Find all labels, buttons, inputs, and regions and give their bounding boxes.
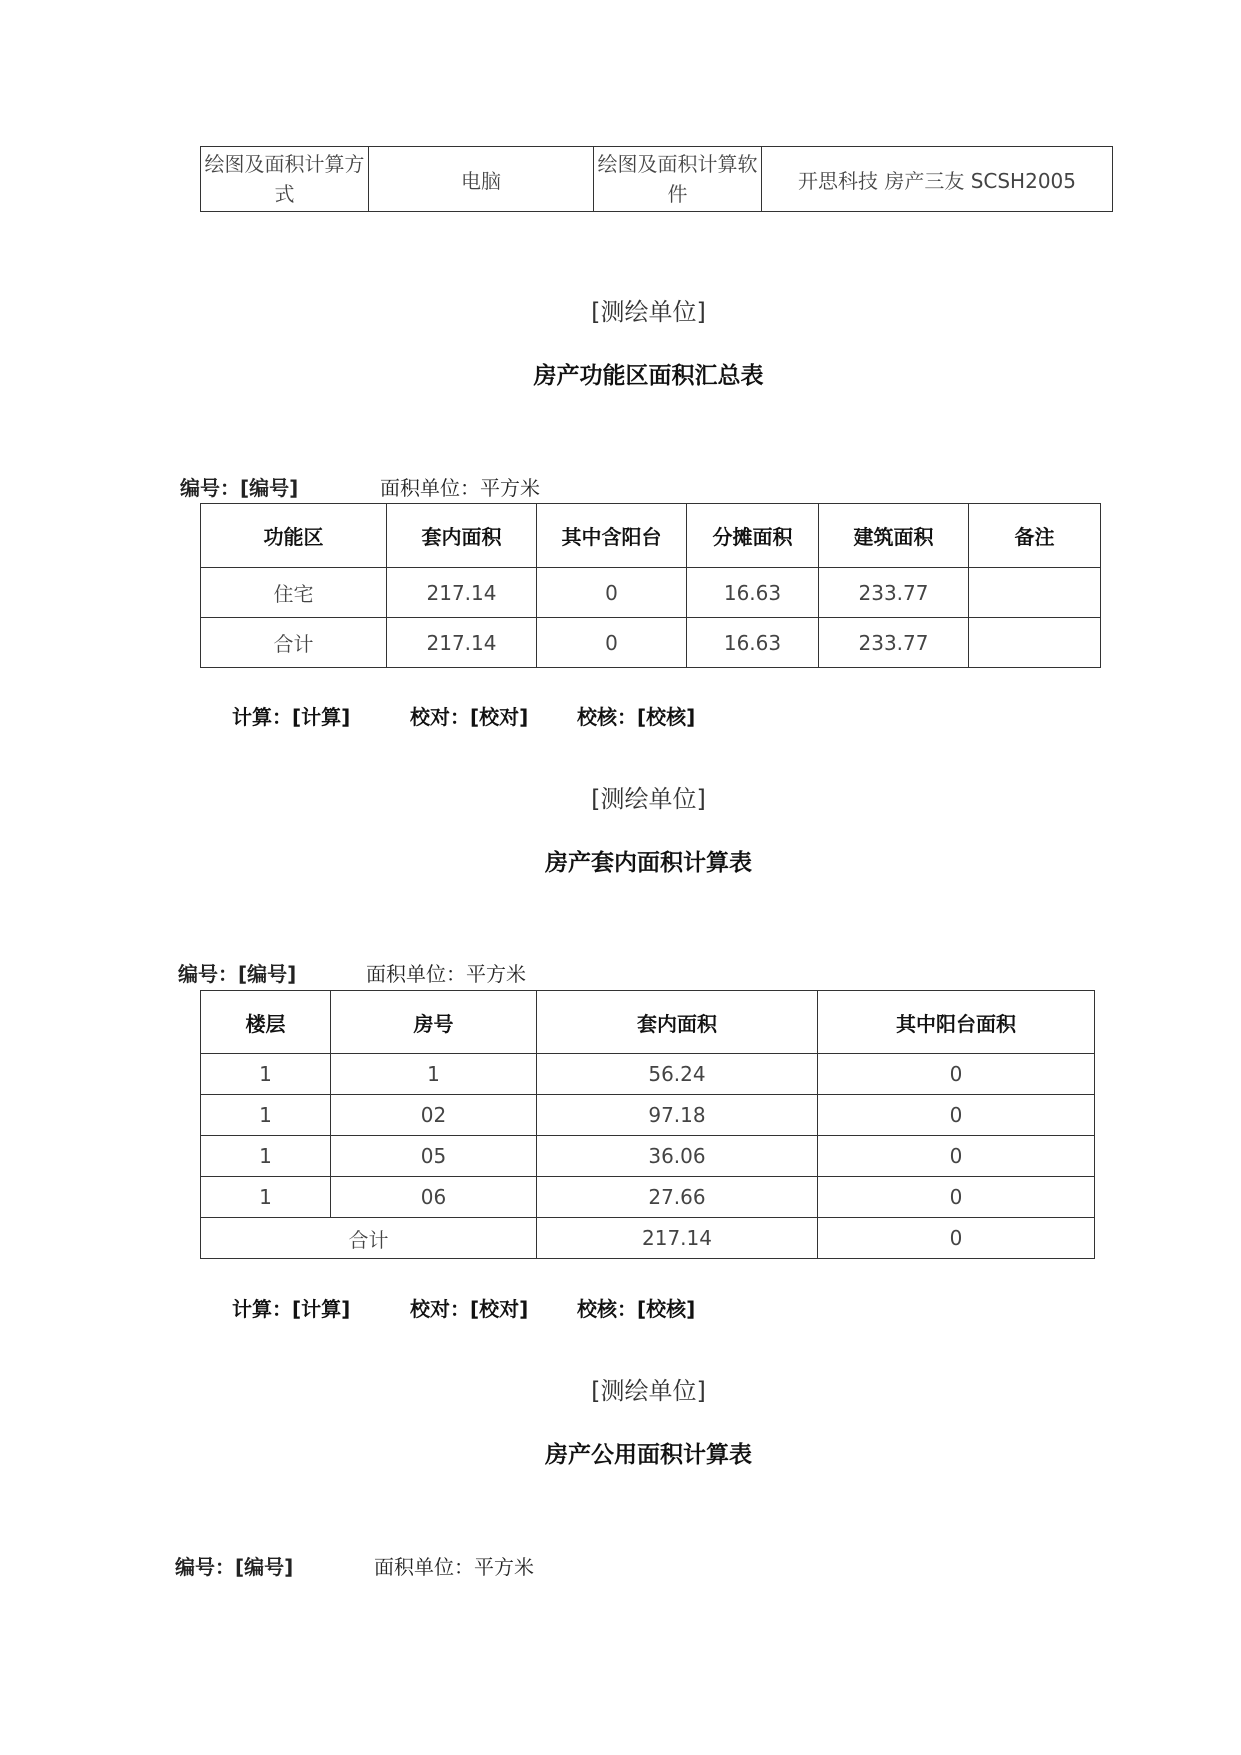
document-number [178,958,296,987]
table-cell: 217.14 [537,1218,818,1259]
document-number [175,1551,293,1580]
table-header-row [201,504,1101,568]
column-header: 其中阳台面积 [818,991,1095,1054]
table-cell: 233.77 [819,618,969,668]
table-cell: 绘图及面积计算方式 [201,147,369,212]
table-cell: 绘图及面积计算软件 [594,147,762,212]
table-cell: 开思科技 房产三友 SCSH2005 [762,147,1113,212]
table-cell: 16.63 [687,568,819,618]
area-unit: 面积单位：平方米 [366,962,526,986]
table-row [201,1136,1095,1177]
column-header: 房号 [331,991,537,1054]
number-label: 编号：[编号] [178,962,297,986]
table-cell: 0 [818,1136,1095,1177]
table-cell: 住宅 [201,568,387,618]
unit-area-table [200,990,1095,1259]
table-cell: 217.14 [387,568,537,618]
surveying-unit-label: [测绘单位] [591,1377,706,1405]
check-signature: 校对：[校对] [410,705,529,729]
verify-signature: 校核：[校核] [577,705,696,729]
surveying-unit-label: [测绘单位] [591,785,706,813]
table-row [201,147,1113,212]
column-header: 楼层 [201,991,331,1054]
surveying-unit-label: [测绘单位] [591,298,706,326]
verify-signature: 校核：[校核] [577,1297,696,1321]
calc-signature: 计算：[计算] [232,705,351,729]
table-cell: 0 [537,568,687,618]
area-unit: 面积单位：平方米 [374,1555,534,1579]
table-cell: 217.14 [387,618,537,668]
table-header-row [201,991,1095,1054]
table-cell: 16.63 [687,618,819,668]
table-total-row [201,1218,1095,1259]
table-cell: 02 [331,1095,537,1136]
table-cell: 97.18 [537,1095,818,1136]
table-row [201,618,1101,668]
function-area-summary-table [200,503,1101,668]
table-cell: 1 [201,1136,331,1177]
column-header: 套内面积 [387,504,537,568]
column-header: 其中含阳台 [537,504,687,568]
column-header: 建筑面积 [819,504,969,568]
check-signature: 校对：[校对] [410,1297,529,1321]
column-header: 备注 [969,504,1101,568]
number-label: 编号：[编号] [175,1555,294,1579]
calc-signature: 计算：[计算] [232,1297,351,1321]
table-cell: 0 [818,1095,1095,1136]
software-info-table [200,146,1113,212]
table-cell: 36.06 [537,1136,818,1177]
table-row [201,1054,1095,1095]
number-label: 编号：[编号] [180,476,299,500]
table-cell: 27.66 [537,1177,818,1218]
table-cell [969,618,1101,668]
signature-line [232,1293,695,1322]
table-cell [969,568,1101,618]
table-cell: 1 [201,1095,331,1136]
table-row [201,1177,1095,1218]
table-cell: 1 [331,1054,537,1095]
page-title: 房产功能区面积汇总表 [533,363,764,389]
table-cell: 合计 [201,1218,537,1259]
signature-line [232,701,695,730]
area-unit: 面积单位：平方米 [380,476,540,500]
table-cell: 0 [818,1054,1095,1095]
document-number [180,472,298,501]
table-cell: 合计 [201,618,387,668]
column-header: 套内面积 [537,991,818,1054]
table-cell: 0 [818,1177,1095,1218]
table-cell: 1 [201,1177,331,1218]
table-cell: 56.24 [537,1054,818,1095]
column-header: 功能区 [201,504,387,568]
table-cell: 233.77 [819,568,969,618]
page-title: 房产公用面积计算表 [545,1442,752,1468]
table-cell: 06 [331,1177,537,1218]
table-cell: 1 [201,1054,331,1095]
table-row [201,1095,1095,1136]
page-title: 房产套内面积计算表 [545,850,752,876]
table-cell: 电脑 [369,147,594,212]
column-header: 分摊面积 [687,504,819,568]
table-row [201,568,1101,618]
table-cell: 0 [537,618,687,668]
table-cell: 0 [818,1218,1095,1259]
table-cell: 05 [331,1136,537,1177]
